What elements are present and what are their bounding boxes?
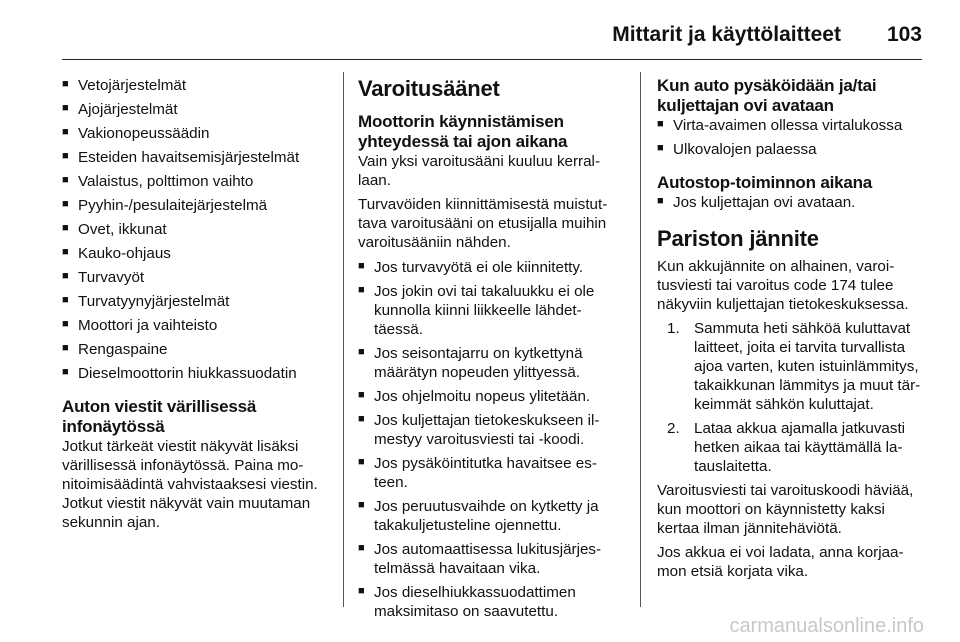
step-text: Lataa akkua ajamalla jatkuvasti hetken aikaa tai käyttämällä latauslaitetta. (694, 420, 906, 475)
list-item: ■ Jos kuljettajan ovi avataan. (657, 193, 922, 212)
list-item: ■ Jos peruutusvaihde on kytketty ja takakuljetusteline ojennettu. (358, 497, 623, 535)
list-item: ■ Ulkovalojen palaessa (657, 140, 922, 159)
autostop-list (657, 193, 922, 212)
list-item: ■ Jos seisontajarru on kytkettynä määrätyn nopeuden ylittyessä. (358, 344, 623, 382)
list-item: ■ Jos kuljettajan tietokeskukseen ilmestyy varoitusviesti tai -koodi. (358, 411, 623, 449)
section-title: Varoitusäänet (358, 76, 500, 101)
paragraph: Vain yksi varoitusääni kuuluu kerrallaan. (358, 153, 600, 189)
list-item: ■ Ovet, ikkunat (62, 220, 328, 239)
step-item (667, 419, 922, 476)
list-item: ■ Jos dieselhiukkassuodattimen maksimitaso on saavutettu. (358, 583, 623, 621)
section-heading: Autostop-toiminnon aikana (657, 173, 873, 192)
column-3 (657, 76, 922, 586)
section-heading: Kun auto pysäköidään ja/tai kuljettajan ovi avataan (657, 76, 877, 115)
page-title: Mittarit ja käyttölaitteet (612, 23, 841, 46)
list-item: ■ Jos turvavyötä ei ole kiinnitetty. (358, 258, 623, 277)
paragraph: Varoitusviesti tai varoituskoodi häviää, kun moottori on käynnistetty kaksi kertaa ilman jännitehäviötä. (657, 482, 914, 537)
paragraph: Turvavöiden kiinnittämisestä muistuttava varoitusääni on etusijalla muihin varoitusääniin nähden. (358, 196, 608, 251)
list-item: ■ Valaistus, polttimon vaihto (62, 172, 328, 191)
header-rule (62, 59, 922, 60)
list-item: ■ Turvatyynyjärjestelmät (62, 292, 328, 311)
list-item: ■ Moottori ja vaihteisto (62, 316, 328, 335)
page-number: 103 (886, 23, 922, 46)
list-item: ■ Pyyhin-/pesulaitejärjestelmä (62, 196, 328, 215)
list-item: ■ Jos ohjelmoitu nopeus ylitetään. (358, 387, 623, 406)
list-item: ■ Kauko-ohjaus (62, 244, 328, 263)
list-item: ■ Jos automaattisessa lukitusjärjestelmässä havaitaan vika. (358, 540, 623, 578)
list-item: ■ Rengaspaine (62, 340, 328, 359)
paragraph: Jos akkua ei voi ladata, anna korjaamon etsiä korjata vika. (657, 544, 904, 580)
column-2 (358, 76, 623, 626)
steps-list (657, 319, 922, 476)
column-divider-1 (343, 72, 344, 607)
watermark: carmanualsonline.info (729, 615, 924, 637)
list-item: ■ Vetojärjestelmät (62, 76, 328, 95)
warning-list (358, 258, 623, 621)
list-item: ■ Dieselmoottorin hiukkassuodatin (62, 364, 328, 383)
section-title: Pariston jännite (657, 226, 819, 251)
list-item: ■ Ajojärjestelmät (62, 100, 328, 119)
paragraph: Kun akkujännite on alhainen, varoitusviesti tai varoitus code 174 tulee näkyviin kuljettajan tietokeskuksessa. (657, 258, 909, 313)
list-item: ■ Vakionopeussäädin (62, 124, 328, 143)
step-text: Sammuta heti sähköä kuluttavat laitteet, joita ei tarvita turvallista ajoa varten, kuten istuinlämmitys, takaikkunan lämmitys ja muut tärkeimmät sähkön kuluttajat. (694, 320, 921, 413)
list-item: ■ Virta-avaimen ollessa virtalukossa (657, 116, 922, 135)
step-item (667, 319, 922, 414)
column-divider-2 (640, 72, 641, 607)
section-heading: Auton viestit värillisessä infonäytössä (62, 397, 257, 436)
list-item: ■ Esteiden havaitsemisjärjestelmät (62, 148, 328, 167)
page-header (62, 18, 922, 52)
list-item: ■ Jos pysäköintitutka havaitsee esteen. (358, 454, 623, 492)
parking-list (657, 116, 922, 159)
list-item: ■ Turvavyöt (62, 268, 328, 287)
section-heading: Moottorin käynnistämisen yhteydessä tai ajon aikana (358, 112, 568, 151)
paragraph: Jotkut tärkeät viestit näkyvät lisäksi värillisessä infonäytössä. Paina monitoimisäädintä vahvistaaksesi viestin. Jotkut viestit näkyvät vain muutaman sekunnin ajan. (62, 438, 318, 531)
system-list (62, 76, 328, 383)
list-item: ■ Jos jokin ovi tai takaluukku ei ole kunnolla kiinni liikkeelle lähdettäessä. (358, 282, 623, 339)
column-1 (62, 76, 328, 537)
